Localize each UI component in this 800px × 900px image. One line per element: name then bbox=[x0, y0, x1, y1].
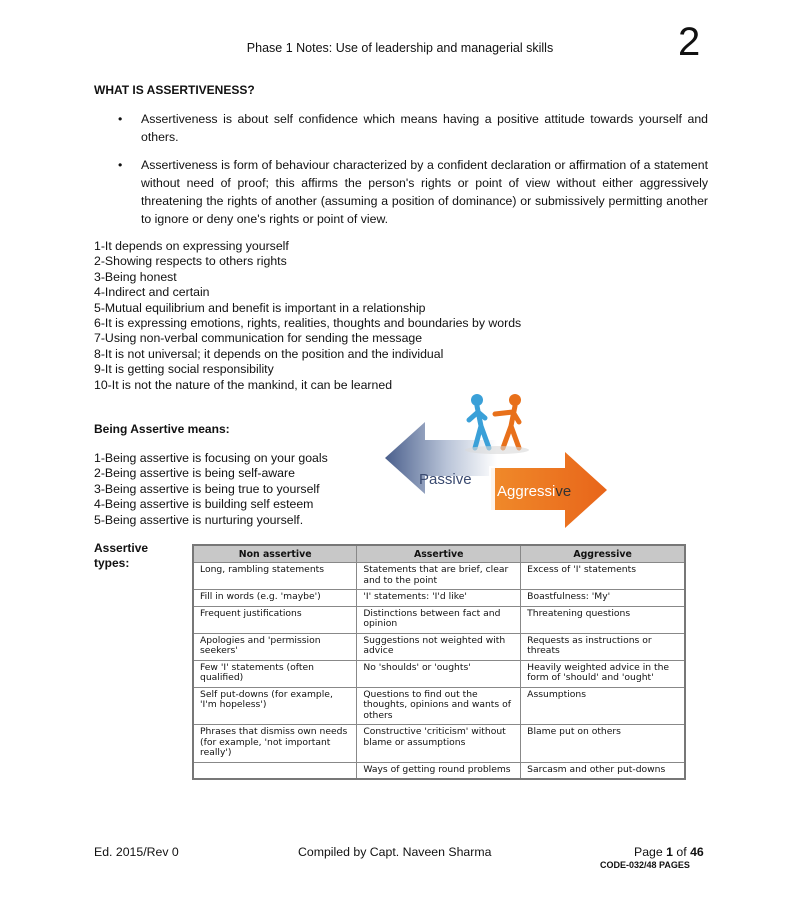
table-cell: 'I' statements: 'I'd like' bbox=[357, 590, 521, 607]
aggressive-arrow bbox=[489, 452, 607, 528]
aggressive-label: Aggressive bbox=[497, 483, 572, 500]
table-row bbox=[193, 725, 685, 763]
table-cell: Frequent justifications bbox=[193, 606, 357, 633]
table-cell: Excess of 'I' statements bbox=[521, 563, 685, 590]
table-cell: Assumptions bbox=[521, 687, 685, 725]
list-item: 3-Being honest bbox=[94, 269, 177, 284]
list-item: 1-Being assertive is focusing on your goals bbox=[94, 451, 328, 465]
table-cell: Blame put on others bbox=[521, 725, 685, 763]
table-cell: Ways of getting round problems bbox=[357, 762, 521, 779]
table-row bbox=[193, 563, 685, 590]
column-header: Assertive bbox=[357, 545, 521, 563]
table-row bbox=[193, 633, 685, 660]
list-item: 9-It is getting social responsibility bbox=[94, 362, 274, 377]
table-cell: Fill in words (e.g. 'maybe') bbox=[193, 590, 357, 607]
section-heading: WHAT IS ASSERTIVENESS? bbox=[94, 83, 255, 97]
table-cell: Boastfulness: 'My' bbox=[521, 590, 685, 607]
table-row bbox=[193, 590, 685, 607]
list-item: 10-It is not the nature of the mankind, it can be learned bbox=[94, 377, 393, 392]
assertive-types-table bbox=[192, 544, 686, 780]
list-item: 5-Being assertive is nurturing yourself. bbox=[94, 512, 304, 527]
footer-page-number: Page 1 of 46 bbox=[634, 845, 704, 859]
aggressive-figure-icon bbox=[495, 394, 521, 448]
table-row bbox=[193, 762, 685, 779]
table-cell: No 'shoulds' or 'oughts' bbox=[357, 660, 521, 687]
list-item: 2-Being assertive is being self-aware bbox=[94, 466, 295, 481]
list-item: 8-It is not universal; it depends on the position and the individual bbox=[94, 346, 444, 361]
table-cell: Questions to find out the thoughts, opinions and wants of others bbox=[357, 687, 521, 725]
table-cell: Constructive 'criticism' without blame or assumptions bbox=[357, 725, 521, 763]
table-row bbox=[193, 606, 685, 633]
passive-label: Passive bbox=[419, 471, 472, 488]
list-item: 4-Being assertive is building self esteem bbox=[94, 497, 314, 512]
list-item: 4-Indirect and certain bbox=[94, 285, 210, 300]
table-header-row bbox=[193, 545, 685, 563]
being-assertive-list bbox=[94, 451, 328, 528]
table-cell: Sarcasm and other put-downs bbox=[521, 762, 685, 779]
list-item: 5-Mutual equilibrium and benefit is important in a relationship bbox=[94, 300, 426, 315]
bullet-text: Assertiveness is about self confidence which means having a positive attitude towards yourself and others. bbox=[141, 112, 708, 144]
table-cell: Heavily weighted advice in the form of 'should' and 'ought' bbox=[521, 660, 685, 687]
being-assertive-heading: Being Assertive means: bbox=[94, 422, 230, 436]
list-item: 3-Being assertive is being true to yourself bbox=[94, 481, 320, 496]
table-cell: Few 'I' statements (often qualified) bbox=[193, 660, 357, 687]
bullet-dot: • bbox=[118, 112, 123, 126]
table-cell: Requests as instructions or threats bbox=[521, 633, 685, 660]
table-cell: Suggestions not weighted with advice bbox=[357, 633, 521, 660]
chapter-number: 2 bbox=[678, 20, 701, 64]
bullet-item bbox=[118, 156, 708, 228]
table-cell: Self put-downs (for example, 'I'm hopeless') bbox=[193, 687, 357, 725]
table-cell: Statements that are brief, clear and to the point bbox=[357, 563, 521, 590]
table-cell: Phrases that dismiss own needs (for example, 'not important really') bbox=[193, 725, 357, 763]
list-item: 6-It is expressing emotions, rights, realities, thoughts and boundaries by words bbox=[94, 316, 522, 331]
passive-aggressive-illustration bbox=[385, 390, 615, 530]
table-cell: Apologies and 'permission seekers' bbox=[193, 633, 357, 660]
list-item: 7-Using non-verbal communication for sending the message bbox=[94, 331, 423, 346]
bullet-dot: • bbox=[118, 158, 123, 172]
list-item: 1-It depends on expressing yourself bbox=[94, 239, 289, 253]
list-item: 2-Showing respects to others rights bbox=[94, 254, 287, 269]
table-row bbox=[193, 660, 685, 687]
table-cell: Threatening questions bbox=[521, 606, 685, 633]
footer-code: CODE-032/48 PAGES bbox=[600, 860, 690, 870]
column-header: Aggressive bbox=[521, 545, 685, 563]
table-row bbox=[193, 687, 685, 725]
assertiveness-points-list bbox=[94, 239, 521, 393]
passive-figure-icon bbox=[469, 394, 489, 448]
column-header: Non assertive bbox=[193, 545, 357, 563]
footer-edition: Ed. 2015/Rev 0 bbox=[94, 845, 179, 859]
table-cell: Distinctions between fact and opinion bbox=[357, 606, 521, 633]
bullet-text: Assertiveness is form of behaviour characterized by a confident declaration or affirmation of a statement without need of proof; this affirms the person's rights or point of view without either aggressively threatening the rights of another (assuming a position of dominance) or submissively permitting another to ignore or deny one's rights or point of view. bbox=[141, 158, 708, 226]
footer-compiled-by: Compiled by Capt. Naveen Sharma bbox=[298, 845, 492, 859]
bullet-item bbox=[118, 110, 708, 146]
page-header-title: Phase 1 Notes: Use of leadership and managerial skills bbox=[246, 41, 554, 55]
table-cell bbox=[193, 762, 357, 779]
table-cell: Long, rambling statements bbox=[193, 563, 357, 590]
assertive-types-label: Assertive types: bbox=[94, 541, 149, 570]
